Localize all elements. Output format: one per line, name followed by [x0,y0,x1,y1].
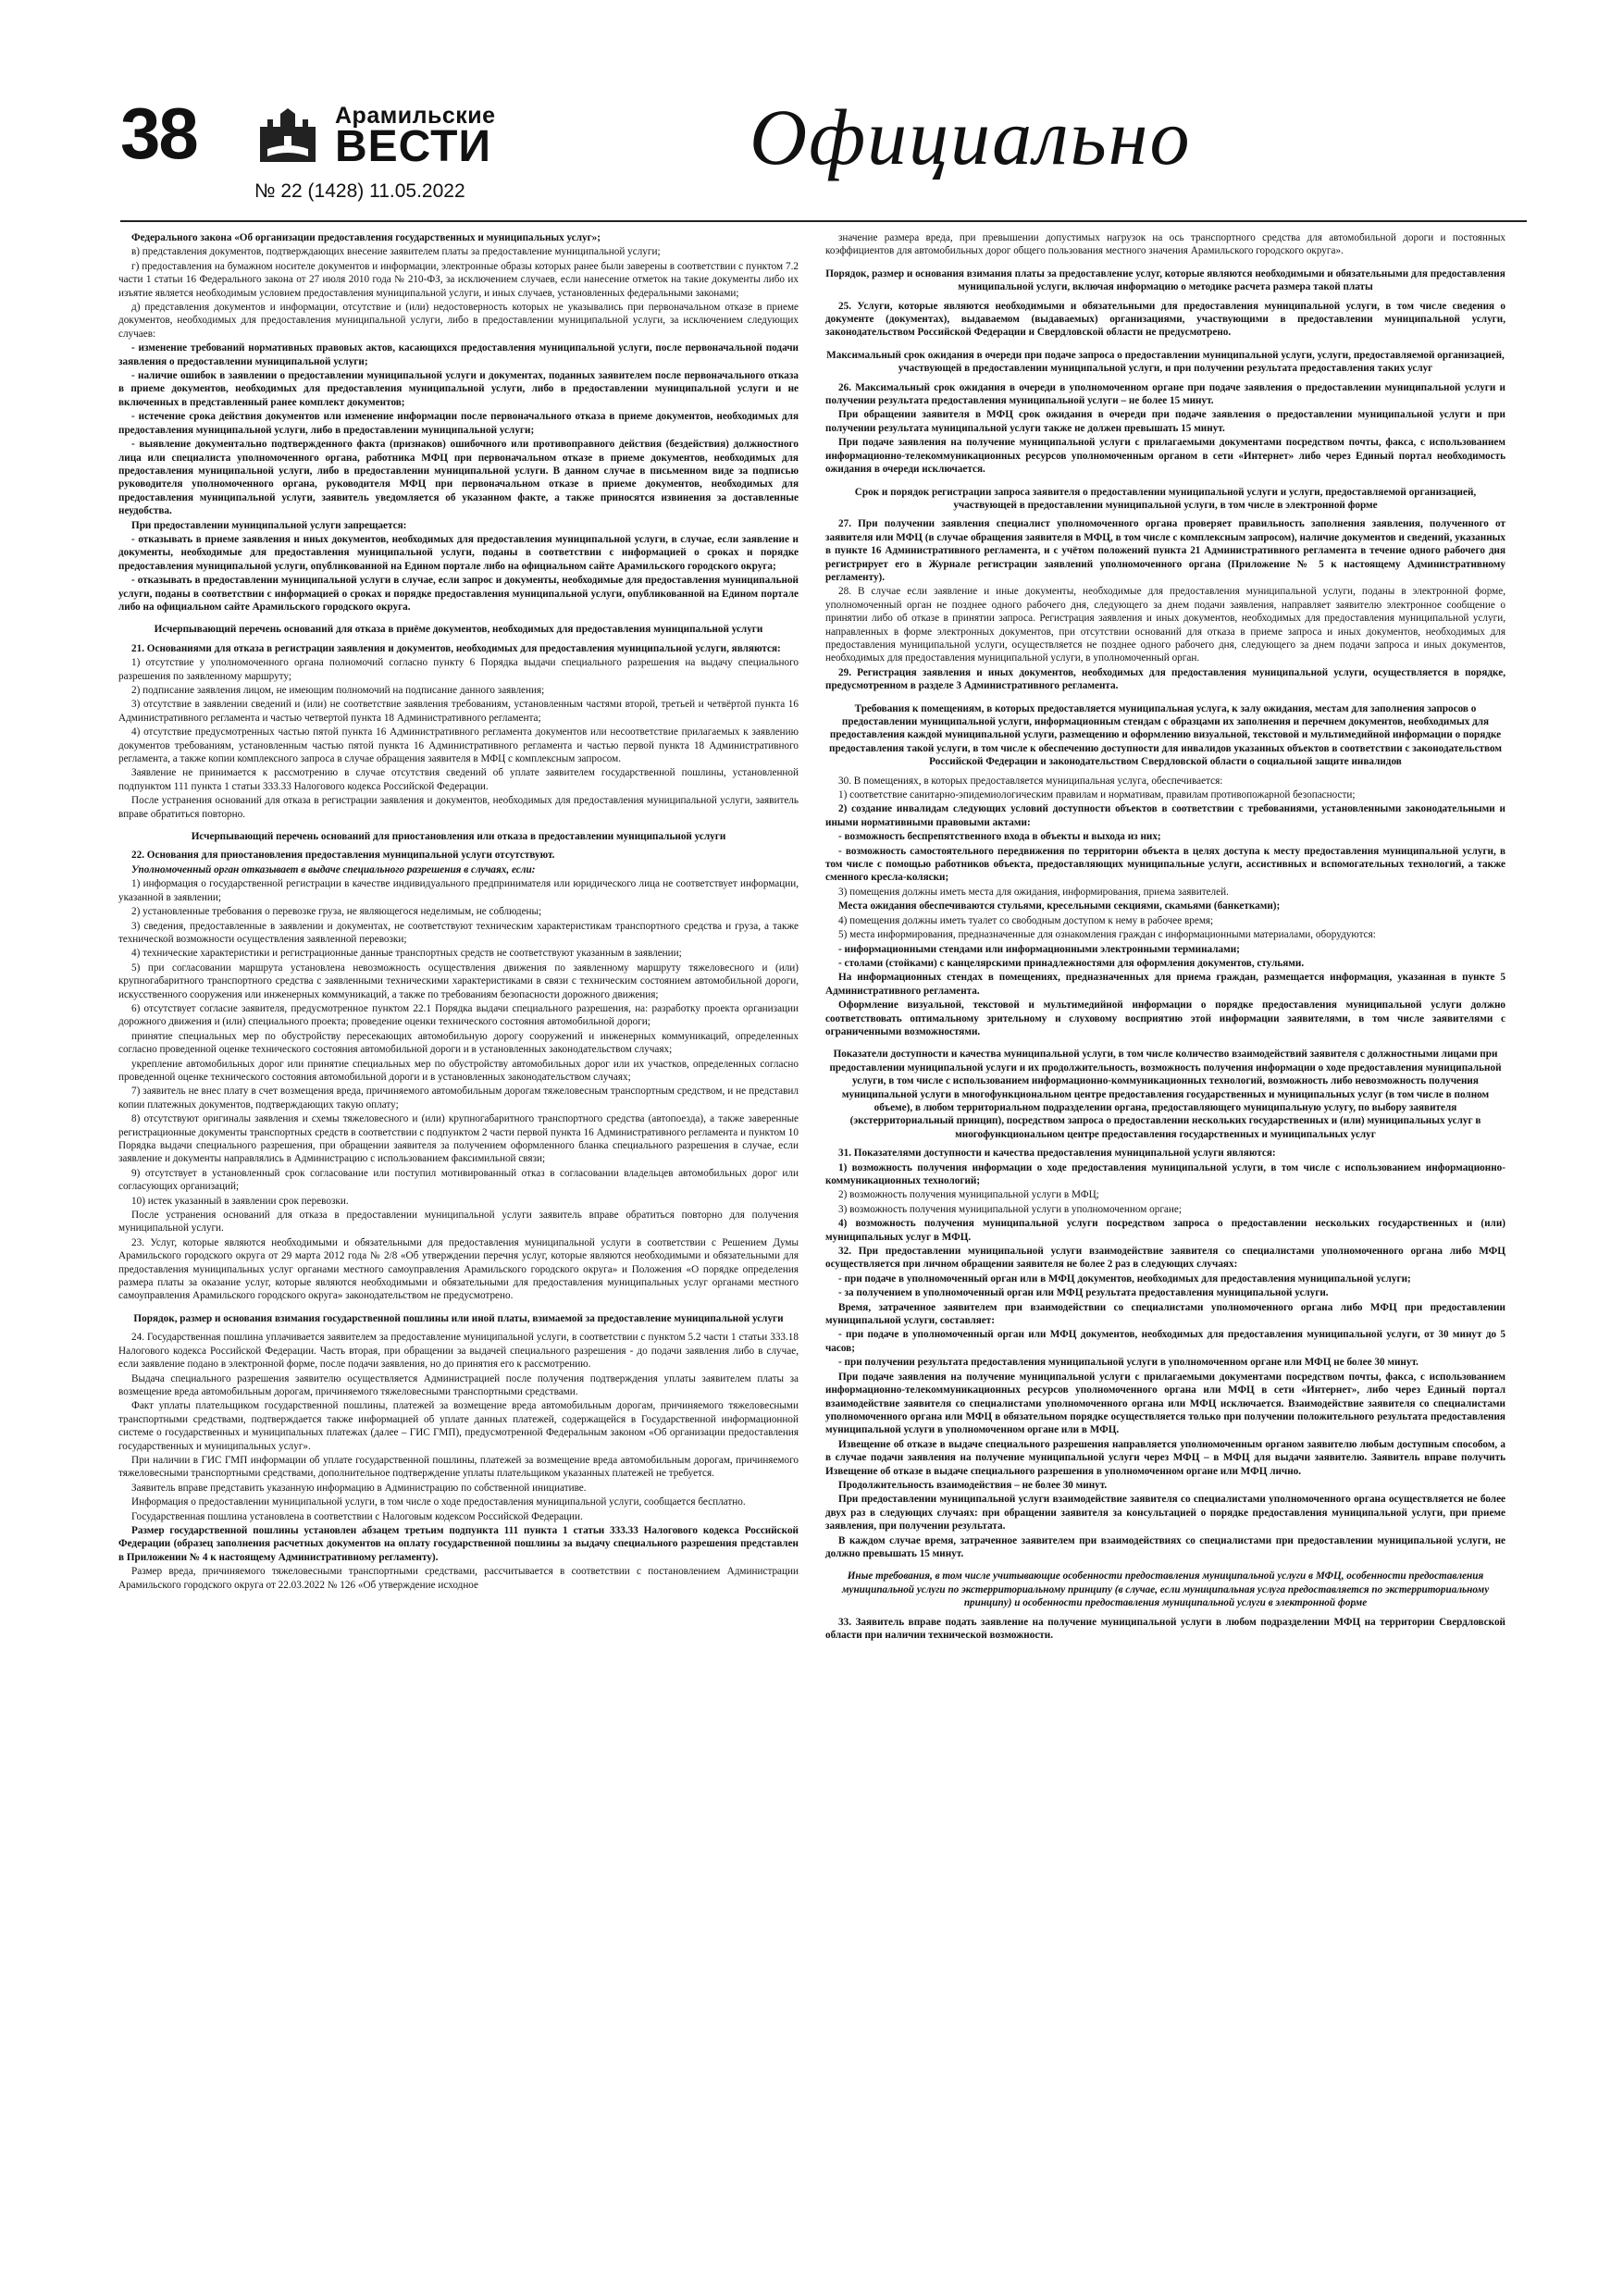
paragraph: - возможность самостоятельного передвижения по территории объекта в целях доступа к месту предоставления муниципальной услуги, в том числе с помощью работников объекта, предоставляющих муниципальные услуги, ассистивных и вспомогательных технологий, а также сменного кресла-коляски; [825,845,1505,884]
section-heading: Порядок, размер и основания взимания государственной пошлины или иной платы, взимаемой за предоставление муниципальной услуги [133,1312,784,1324]
paragraph: 4) отсутствие предусмотренных частью пятой пункта 16 Административного регламента документов или несоответствие прилагаемых к заявлению документов требованиям, установленным частью пятой пункта 16 Административного регламента и частью первой пункта 18 Административного регламента, а также копии комплексного запроса в случае обращения заявителя в МФЦ с комплексным запросом. [118,726,799,765]
paragraph: Извещение об отказе в выдаче специального разрешения направляется уполномоченным органом заявителю любым доступным способом, а в случае подачи заявления на получение муниципальной услуги через МФЦ – в МФЦ для выдачи заявителю. Заявитель вправе получить Извещение об отказе в выдаче специального разрешения в уполномоченном органе или МФЦ лично. [825,1438,1505,1477]
paragraph: При подаче заявления на получение муниципальной услуги с прилагаемыми документами посредством почты, факса, с использованием информационно-телекоммуникационных ресурсов уполномоченного органа или МФЦ в сети «Интернет», либо через Единый портал взаимодействие заявителя со специалистами уполномоченного органа или МФЦ исключается. Взаимодействие заявителя со специалистами уполномоченного органа или МФЦ в обязательном порядке осуществляется только при получении положительного результата предоставления муниципальной услуги в уполномоченном органе или в МФЦ. [825,1371,1505,1436]
paragraph: 25. Услуги, которые являются необходимыми и обязательными для предоставления муниципальной услуги, в том числе сведения о документе (документах), выдаваемом (выдаваемых) организациями, участвующими в предоставлении муниципальной услуги, законодательством Российской Федерации и Свердловской области не предусмотрено. [825,300,1505,339]
paragraph: - при получении результата предоставления муниципальной услуги в уполномоченном органе или МФЦ не более 30 минут. [838,1357,1419,1369]
paragraph: 2) установленные требования о перевозке груза, не являющегося неделимым, не соблюдены; [131,906,542,918]
paragraph: 21. Основаниями для отказа в регистрации заявления и документов, необходимых для предоставления муниципальной услуги, являются: [131,642,781,654]
paragraph: Информация о предоставлении муниципальной услуги, в том числе о ходе предоставления муниципальной услуги, сообщается бесплатно. [131,1496,746,1508]
paragraph: 4) помещения должны иметь туалет со свободным доступом к нему в рабочее время; [838,914,1214,926]
city-emblem-icon [254,108,330,164]
page-number: 38 [120,93,197,174]
paragraph: Время, затраченное заявителем при взаимодействии со специалистами уполномоченного органа либо МФЦ при предоставлении муниципальной услуги, составляет: [825,1301,1505,1327]
section-heading: Порядок, размер и основания взимания платы за предоставление услуг, которые являются необходимыми и обязательными для предоставления муниципальной услуги, включая информацию о методике расчета размера такой платы [825,267,1505,293]
section-heading: Показатели доступности и качества муниципальной услуги, в том числе количество взаимодействий заявителя с должностными лицами при предоставлении муниципальной услуги и их продолжительность, возможность получения информации о ходе предоставления муниципальной услуги, в том числе с использованием информационно-коммуникационных технологий, возможность либо невозможность получения муниципальной услуги в многофункциональном центре предоставления государственных и муниципальных услуг (в том числе в полном объеме), в любом территориальном подразделении органа, предоставляющего муниципальную услугу, по выбору заявителя (экстерриториальный принцип), посредством запроса о предоставлении нескольких государственных и (или) муниципальных услуг в многофункциональном центре предоставления государственных и муниципальных услуг [829,1049,1502,1140]
paragraph: 33. Заявитель вправе подать заявление на получение муниципальной услуги в любом подразделении МФЦ на территории Свердловской области при наличии технической возможности. [825,1616,1505,1641]
section-heading: Исчерпывающий перечень оснований для отказа в приёме документов, необходимых для предоставления муниципальной услуги [154,624,763,636]
paragraph: 1) соответствие санитарно-эпидемиологическим правилам и нормативам, правилам противопожарной безопасности; [838,789,1356,801]
section-heading: Максимальный срок ожидания в очереди при подаче запроса о предоставлении муниципальной услуги, услуги, предоставляемой организацией, участвующей в предоставлении муниципальной услуги, и при получении результата предоставления таких услуг [826,349,1505,375]
paragraph: 5) при согласовании маршрута установлена невозможность осуществления движения по заявленному маршруту тяжеловесного и (или) крупногабаритного транспортного средства с заявленными техническими характеристиками в связи с техническим состоянием автомобильной дороги, искусственного сооружения или инженерных коммуникаций, а также по требованиям безопасности дорожного движения; [118,962,799,1000]
paragraph: Оформление визуальной, текстовой и мультимедийной информации о порядке предоставления муниципальной услуги должно соответствовать оптимальному зрительному и слуховому восприятию этой информации заявителями, в том числе заявителями с ограниченными возможностями. [825,999,1505,1037]
masthead [120,93,1527,208]
paragraph: в) представления документов, подтверждающих внесение заявителем платы за предоставление муниципальной услуги; [131,246,661,258]
paragraph: Выдача специального разрешения заявителю осуществляется Администрацией после получения подтверждения уплаты заявителем платы за возмещение вреда автомобильным дорогам, причиняемого тяжеловесными транспортными средствами. [118,1372,799,1397]
paragraph: 2) возможность получения муниципальной услуги в МФЦ; [838,1189,1099,1201]
paragraph: При обращении заявителя в МФЦ срок ожидания в очереди при подаче заявления о предоставлении муниципальной услуги и при получении результата муниципальной услуги также не должен превышать 15 минут. [825,409,1505,434]
paragraph: При предоставлении муниципальной услуги взаимодействие заявителя со специалистами уполномоченного органа осуществляется не более двух раз в следующих случаях: при обращении заявителя за консультацией о порядке предоставления муниципальной услуги, при приеме заявления, при получении результата. [825,1494,1505,1533]
paragraph: 3) помещения должны иметь места для ожидания, информирования, приема заявителей. [838,886,1229,898]
paragraph: 27. При получении заявления специалист уполномоченного органа проверяет правильность заполнения заявления, полученного от заявителя или МФЦ (в случае обращения заявителя в МФЦ, в том числе с комплексным запросом), наличие документов и сведений, указанных в пункте 16 Административного регламента, и с учётом положений пункта 21 Административного регламента в течение одного рабочего дня регистрирует его в Журнале регистрации заявлений уполномоченного органа (Приложение № 5 к настоящему Административному регламенту). [825,518,1505,583]
paragraph: Размер государственной пошлины установлен абзацем третьим подпункта 111 пункта 1 статьи 333.33 Налогового кодекса Российской Федерации (образец заполнения расчетных документов на оплату государственной пошлины за выдачу специального разрешения представлен в Приложении № 4 к настоящему Административному регламенту). [118,1524,799,1563]
paragraph: Размер вреда, причиняемого тяжеловесными транспортными средствами, рассчитывается в соответствии с постановлением Администрации Арамильского городского округа от 22.03.2022 № 126 «Об утверждение исходное [118,1566,799,1591]
paragraph: 23. Услуг, которые являются необходимыми и обязательными для предоставления муниципальной услуги в соответствии с Решением Думы Арамильского городского округа от 29 марта 2012 года № 2/8 «Об утверждении перечня услуг, которые являются необходимыми и обязательными для предоставления муниципальных услуг органами местного самоуправления Арамильского городского округа» и Положения «О порядке определения размера платы за оказание услуг, которые являются необходимыми и обязательными для предоставления муниципальных услуг органами местного самоуправления Арамильского городского округа» законодательством не предусмотрено. [118,1236,799,1302]
paragraph: 22. Основания для приостановления предоставления муниципальной услуги отсутствуют. [131,850,555,862]
paragraph: При подаче заявления на получение муниципальной услуги с прилагаемыми документами посредством почты, факса, с использованием информационно-телекоммуникационных ресурсов уполномоченным органом в сети «Интернет» либо через Единый портал необходимость ожидания в очереди исключается. [825,437,1505,476]
paragraph: - отказывать в предоставлении муниципальной услуги в случае, если запрос и документы, необходимые для предоставления муниципальной услуги, поданы в соответствии с информацией о сроках и порядке предоставления муниципальной услуги, опубликованной на Едином портале либо на официальном сайте Арамильского городского округа. [118,575,799,613]
brand-top: Арамильские [335,103,496,129]
paragraph: 26. Максимальный срок ожидания в очереди в уполномоченном органе при подаче заявления о предоставлении муниципальной услуги и получении результата предоставления муниципальной услуги – не более 15 минут. [825,381,1505,407]
section-heading: Срок и порядок регистрации запроса заявителя о предоставлении муниципальной услуги и услуги, предоставляемой организацией, участвующей в предоставлении муниципальной услуги, в том числе в электронной форме [854,486,1477,511]
paragraph: - при подаче в уполномоченный орган или в МФЦ документов, необходимых для предоставления муниципальной услуги; [838,1272,1411,1285]
right-column [825,231,1505,1643]
paragraph: Факт уплаты плательщиком государственной пошлины, платежей за возмещение вреда автомобильным дорогам, причиняемого тяжеловесными транспортными средствами, подтверждается также информацией об уплате данных платежей, содержащейся в Государственной информационной системе о государственных и муниципальных платежах (далее – ГИС ГМП), предусмотренной Федеральным законом «Об организации предоставления государственных и муниципальных услуг». [118,1400,799,1452]
brand-main: ВЕСТИ [335,122,491,171]
paragraph: - возможность беспрепятственного входа в объекты и выхода из них; [838,831,1161,843]
paragraph: 29. Регистрация заявления и иных документов, необходимых для предоставления муниципальной услуги, осуществляется в порядке, предусмотренном в разделе 3 Административного регламента. [825,666,1505,692]
paragraph: Государственная пошлина установлена в соответствии с Налоговым кодексом Российской Федерации. [131,1510,583,1522]
paragraph: - при подаче в уполномоченный орган или МФЦ документов, необходимых для предоставления муниципальной услуги, от 30 минут до 5 часов; [825,1329,1505,1354]
paragraph: 31. Показателями доступности и качества предоставления муниципальной услуги являются: [838,1148,1276,1160]
paragraph: 24. Государственная пошлина уплачивается заявителем за предоставление муниципальной услуги, в соответствии с пунктом 5.2 части 1 статьи 333.18 Налогового кодекса Российской Федерации. Часть вторая, при обращении за выдачей специального разрешения - до подачи заявления либо в случае, если заявление подано в электронной форме, после подачи заявления, но до принятия его к рассмотрению. [118,1332,799,1371]
paragraph: г) предоставления на бумажном носителе документов и информации, электронные образы которых ранее были заверены в соответствии с пунктом 7.2 части 1 статьи 16 Федерального закона от 27 июля 2010 года № 210-ФЗ, за исключением случаев, если нанесение отметок на такие документы либо их изъятие является необходимым условием предоставления муниципальной услуги, и иных случаев, установленных федеральными законами; [118,260,799,299]
paragraph: 32. При предоставлении муниципальной услуги взаимодействие заявителя со специалистами уполномоченного органа либо МФЦ осуществляется при личном обращении заявителя не более 2 раз в следующих случаях: [825,1246,1505,1271]
paragraph: 3) отсутствие в заявлении сведений и (или) не соответствие заявления требованиям, установленным частями второй, третьей и четвёртой пункта 16 Административного регламента и частью четвертой пункта 18 Административного регламента; [118,699,799,724]
issue-info: № 22 (1428) 11.05.2022 [254,180,465,202]
paragraph: 10) истек указанный в заявлении срок перевозки. [131,1195,349,1207]
paragraph: При предоставлении муниципальной услуги запрещается: [131,519,407,531]
paragraph: 3) сведения, предоставленные в заявлении и документах, не соответствуют техническим характеристикам транспортного средства и груза, а также технической возможности осуществления заявленной перевозки; [118,920,799,945]
paragraph: - отказывать в приеме заявления и иных документов, необходимых для предоставления муниципальной услуги, в случае, если заявление и документы, необходимые для предоставления муниципальной услуги, поданы в соответствии с информацией о сроках и порядке предоставления муниципальной услуги, опубликованной на Едином портале либо на официальном сайте Арамильского городского округа; [118,533,799,572]
paragraph: 4) возможность получения муниципальной услуги посредством запроса о предоставлении нескольких государственных и (или) муниципальных услуг в МФЦ. [825,1218,1505,1243]
section-heading: Исчерпывающий перечень оснований для приостановления или отказа в предоставлении муниципальной услуги [191,831,726,843]
paragraph: Федерального закона «Об организации предоставления государственных и муниципальных услуг»; [131,232,601,243]
paragraph: - столами (стойками) с канцелярскими принадлежностями для оформления документов, стульями. [838,957,1305,969]
paragraph: 4) технические характеристики и регистрационные данные транспортных средств не соответствуют указанным в заявлении; [131,948,682,960]
paragraph: укрепление автомобильных дорог или принятие специальных мер по обустройству автомобильных дорог или их участков, определенных согласно проведенной оценке технического состояния автомобильной дороги и в установленных законодательством случаях; [118,1058,799,1083]
paragraph: 30. В помещениях, в которых предоставляется муниципальная услуга, обеспечивается: [838,775,1223,787]
paragraph: 5) места информирования, предназначенные для ознакомления граждан с информационными материалами, оборудуются: [838,929,1376,941]
paragraph: В каждом случае время, затраченное заявителем при взаимодействиях со специалистами при предоставлении муниципальной услуги, не должно превышать 15 минут. [825,1534,1505,1559]
paragraph: Уполномоченный орган отказывает в выдаче специального разрешения в случаях, если: [131,863,536,875]
paragraph: - изменение требований нормативных правовых актов, касающихся предоставления муниципальной услуги, после первоначальной подачи заявления о предоставлении муниципальной услуги; [118,342,799,367]
paragraph: - информационными стендами или информационными электронными терминалами; [838,943,1240,955]
paragraph: 2) подписание заявления лицом, не имеющим полномочий на подписание данного заявления; [131,685,545,696]
paragraph: На информационных стендах в помещениях, предназначенных для приема граждан, размещается информация, указанная в пункте 5 Административного регламента. [825,972,1505,997]
paragraph: 2) создание инвалидам следующих условий доступности объектов в соответствии с требованиями, установленными законодательными и иными нормативными правовыми актами: [825,803,1505,828]
paragraph: принятие специальных мер по обустройству пересекающих автомобильную дорогу сооружений и инженерных коммуникаций, определенных согласно проведенной оценке технического состояния автомобильной дороги и в установленных законодательством случаях; [118,1030,799,1056]
header-divider [120,220,1527,222]
paragraph: - за получением в уполномоченный орган или МФЦ результата предоставления муниципальной услуги. [838,1287,1329,1299]
paragraph: 1) отсутствие у уполномоченного органа полномочий согласно пункту 6 Порядка выдачи специального разрешения на выдачу специального разрешения по заявленному маршруту; [118,657,799,682]
paragraph: - наличие ошибок в заявлении о предоставлении муниципальной услуги и документах, поданных заявителем после первоначального отказа в приеме документов, необходимых для предоставления муниципальной услуги, либо в предоставлении муниципальной услуги и не включенных в представленный ранее комплект документов; [118,370,799,408]
paragraph: Места ожидания обеспечиваются стульями, кресельными секциями, скамьями (банкетками); [838,900,1281,912]
paragraph: 9) отсутствует в установленный срок согласование или поступил мотивированный отказ в согласовании владельцев автомобильных дорог или согласующих организаций; [118,1167,799,1193]
paragraph: Заявитель вправе представить указанную информацию в Администрацию по собственной инициативе. [131,1482,587,1494]
paragraph: - выявление документально подтвержденного факта (признаков) ошибочного или противоправного действия (бездействия) должностного лица или специалиста уполномоченного органа, работника МФЦ при первоначальном отказе в приеме документов, необходимых для предоставления муниципальной услуги, либо в предоставлении муниципальной услуги. В данном случае в письменном виде за подписью руководителя уполномоченного органа, руководителя МФЦ при первоначальном отказе в приеме документов, необходимых для предоставления муниципальной услуги, заявитель уведомляется об указанном факте, а также приносятся извинения за доставленные неудобства. [118,439,799,517]
paragraph: При наличии в ГИС ГМП информации об уплате государственной пошлины, платежей за возмещение вреда автомобильным дорогам, причиняемого тяжеловесными транспортными средствами, дополнительное подтверждение уплаты плательщиком указанных платежей не требуется. [118,1454,799,1480]
paragraph: 8) отсутствуют оригиналы заявления и схемы тяжеловесного и (или) крупногабаритного транспортного средства (автопоезда), а также заверенные регистрационные документы транспортных средств в соответствии с подпунктом 2 части первой пункта 16 Административного регламента и пунктом 10 Порядка выдачи специального разрешения, при обращении заявителя за получением оформленного бланка специального разрешения в случае, если заявление и документы направлялись в Администрацию с использованием факсимильной связи; [118,1113,799,1165]
section-title: Официально [750,93,1192,181]
paragraph: 3) возможность получения муниципальной услуги в уполномоченном органе; [838,1203,1182,1215]
paragraph: Заявление не принимается к рассмотрению в случае отсутствия сведений об уплате заявителем государственной пошлины, установленной подпунктом 111 пункта 1 статьи 333.33 Налогового кодекса Российской Федерации. [118,767,799,792]
paragraph: 28. В случае если заявление и иные документы, необходимые для предоставления муниципальной услуги, поданы в электронной форме, уполномоченный орган не позднее одного рабочего дня, следующего за днем подачи заявления, направляет заявителю электронное сообщение о принятии либо об отказе в принятии запроса. Регистрация заявления и иных документов, необходимых для предоставления муниципальной услуги, направленных в форме электронных документов, при отсутствии оснований для отказа в приеме запроса и иных документов, необходимых для предоставления муниципальной услуги, осуществляется не позднее одного рабочего дня, следующего за днем подачи запроса и иных документов, необходимых для предоставления муниципальной услуги, в уполномоченный орган. [825,586,1505,664]
paragraph: 1) возможность получения информации о ходе предоставления муниципальной услуги, в том числе с использованием информационно-коммуникационных технологий; [825,1161,1505,1186]
section-heading: Иные требования, в том числе учитывающие особенности предоставления муниципальной услуги в МФЦ, особенности предоставления муниципальной услуги по экстерриториальному принципу (в случае, если муниципальная услуга предоставляется по экстерриториальному принципу) и особенности предоставления муниципальной услуги в электронной форме [841,1570,1490,1609]
paragraph: После устранения оснований для отказа в регистрации заявления и документов, необходимых для предоставления муниципальной услуги, заявитель вправе обратиться повторно. [118,795,799,820]
section-heading: Требования к помещениям, в которых предоставляется муниципальная услуга, к залу ожидания, местам для заполнения запросов о предоставлении муниципальной услуги, информационным стендам с образцами их заполнения и перечнем документов, необходимых для предоставления каждой муниципальной услуги, размещению и оформлению визуальной, текстовой и мультимедийной информации о порядке предоставления такой услуги, в том числе к обеспечению доступности для инвалидов указанных объектов в соответствии с законодательством Российской Федерации и законодательством Свердловской области о социальной защите инвалидов [829,702,1502,768]
left-column [118,231,799,1593]
paragraph: Продолжительность взаимодействия – не более 30 минут. [838,1479,1108,1491]
paragraph: 6) отсутствует согласие заявителя, предусмотренное пунктом 22.1 Порядка выдачи специального разрешения, на: разработку проекта организации дорожного движения и (или) специального проекта; проведение оценки технического состояния автомобильной дороги; [118,1002,799,1028]
paragraph: 7) заявитель не внес плату в счет возмещения вреда, причиняемого автомобильным дорогам тяжеловесным транспортным средством, и не представил копии платежных документов, подтверждающих такую оплату; [118,1086,799,1111]
paragraph: 1) информация о государственной регистрации в качестве индивидуального предпринимателя или юридического лица не соответствует информации, указанной в заявлении; [118,878,799,903]
paragraph: После устранения оснований для отказа в предоставлении муниципальной услуги заявитель вправе обратиться повторно для получения муниципальной услуги. [118,1210,799,1235]
paragraph: значение размера вреда, при превышении допустимых нагрузок на ось транспортного средства для автомобильной дороги и постоянных коэффициентов для автомобильных дорог общего пользования местного значения Арамильского городского округа». [825,232,1505,257]
paragraph: - истечение срока действия документов или изменение информации после первоначального отказа в приеме документов, необходимых для предоставления муниципальной услуги, либо в предоставлении муниципальной услуги; [118,411,799,436]
paragraph: д) представления документов и информации, отсутствие и (или) недостоверность которых не указывались при первоначальном отказе в приеме документов, необходимых для предоставления муниципальной услуги, либо в предоставлении муниципальной услуги, за исключением следующих случаев: [118,302,799,340]
